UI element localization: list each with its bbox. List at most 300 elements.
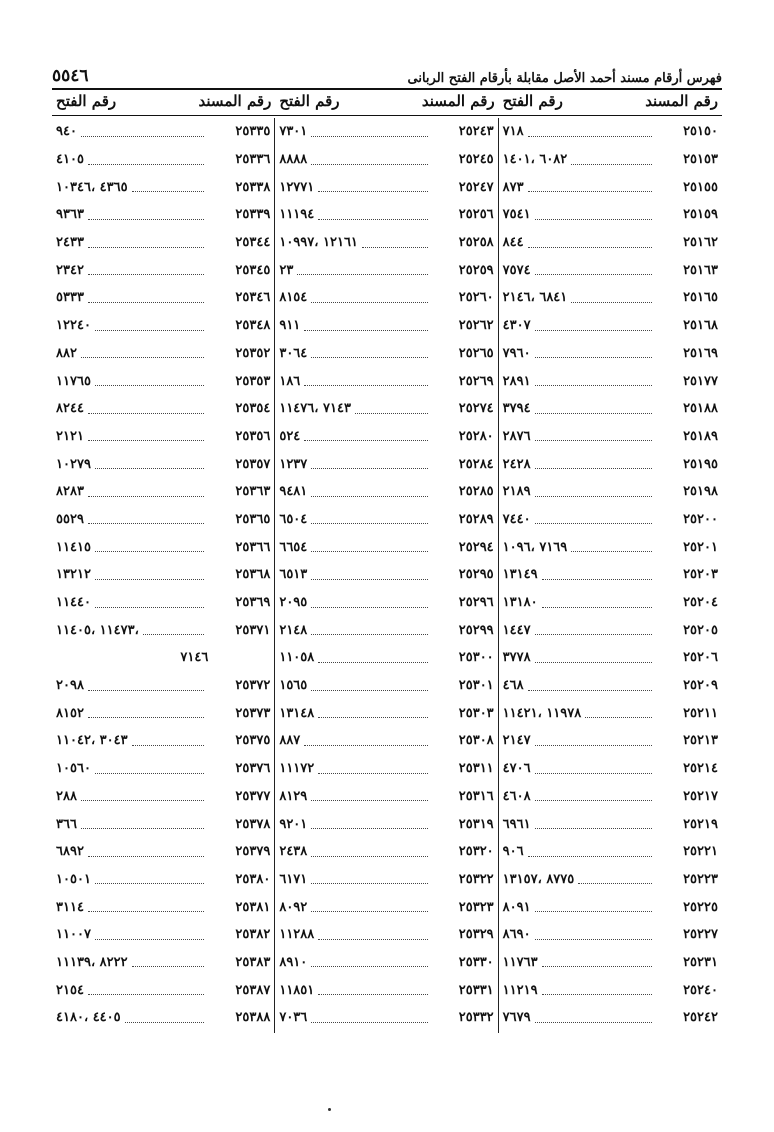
- fath-number: ١١٠٥٨: [279, 650, 315, 666]
- index-row: [279, 699, 493, 727]
- index-row: [279, 755, 493, 783]
- fath-number: ٣٠٤٣ ،١١٠٤٢: [56, 733, 128, 749]
- musnad-number: ٢٥٣٨٨: [235, 1010, 271, 1026]
- fath-entry: [56, 290, 208, 305]
- fath-number: ٦١٧١: [279, 871, 308, 887]
- musnad-number: ٢٥٣٣٦: [235, 152, 271, 168]
- fath-entry: [279, 789, 431, 804]
- fath-number: ٣٦٦: [56, 816, 77, 832]
- fath-number: ٦٥٠٤: [279, 511, 308, 527]
- musnad-number: ٢٥٢١١: [683, 705, 718, 721]
- musnad-number: ٢٥٣٦٦: [235, 539, 271, 555]
- fath-number: ٨٢٤٤: [56, 401, 84, 417]
- index-row: [503, 312, 718, 340]
- musnad-number: ٢٥٣٤٤: [235, 235, 271, 251]
- fath-number: ٨٧٣: [502, 179, 524, 195]
- fath-entry: [56, 484, 208, 499]
- musnad-number: ٢٥٢٢١: [683, 844, 718, 860]
- index-row: [279, 810, 493, 838]
- fath-number: ٢٤٣٨: [279, 844, 308, 860]
- fath-number: ١١١٩٤: [279, 207, 315, 223]
- dot-leader: [95, 459, 204, 469]
- fath-entry: [56, 706, 208, 721]
- column-header-pair: [275, 92, 498, 114]
- fath-entry: [56, 124, 208, 139]
- index-row: [503, 173, 718, 201]
- index-row: [56, 256, 270, 284]
- fath-entry: [56, 789, 208, 804]
- fath-entry: [279, 983, 431, 998]
- fath-entry: [279, 429, 431, 444]
- fath-entry: [279, 374, 431, 389]
- index-row: [503, 395, 718, 423]
- dot-leader: [95, 321, 204, 331]
- musnad-number: ٢٥٣٢٣: [458, 899, 494, 915]
- fath-number: ١١٤٤٠: [56, 595, 91, 611]
- musnad-number: ٢٥١٦٨: [683, 318, 718, 334]
- musnad-number: ٢٥٢٨٤: [458, 456, 494, 472]
- fath-number: ٨٨٢: [56, 345, 77, 361]
- musnad-number: ٢٥٢١٣: [683, 733, 718, 749]
- musnad-number: ٢٥٢٤٣: [458, 124, 494, 140]
- fath-entry: [503, 346, 656, 361]
- fath-number: ٤١٠٥: [56, 152, 84, 168]
- dot-leader: [311, 127, 427, 137]
- dot-leader: [88, 487, 204, 497]
- musnad-number: ٢٥٢٦٥: [458, 345, 494, 361]
- fath-number: ٣٧٧٨: [502, 650, 531, 666]
- dot-leader: [311, 459, 427, 469]
- fath-number: ٨٧٧٥ ،١٣١٥٧: [502, 871, 575, 887]
- fath-entry: [503, 512, 656, 527]
- fath-entry: [56, 263, 208, 278]
- fath-number: ٨١٢٩: [279, 788, 308, 804]
- dot-leader: [535, 764, 652, 774]
- musnad-number: ٢٥١٥٩: [683, 207, 718, 223]
- dot-leader: [304, 321, 427, 331]
- dot-leader: [311, 293, 427, 303]
- index-row: [56, 146, 270, 174]
- fath-number: ،١١٤٧٣ ،١١٤٠٥: [56, 622, 139, 638]
- fath-entry: [56, 457, 208, 472]
- dot-leader: [81, 348, 204, 358]
- fath-entry: [503, 650, 656, 665]
- musnad-number: ٢٥٢٨٠: [458, 428, 494, 444]
- dot-leader: [535, 791, 652, 801]
- fath-number: ١٠٥٠١: [56, 871, 91, 887]
- dot-leader: [311, 957, 427, 967]
- musnad-number: ٢٥٢٩٦: [458, 595, 494, 611]
- dot-leader: [88, 238, 204, 248]
- index-row: [503, 727, 718, 755]
- fath-number: ٩٠٦: [502, 844, 524, 860]
- musnad-number: ٢٥٣٦٥: [235, 511, 271, 527]
- fath-number: ٢٤٢٨: [502, 456, 531, 472]
- dot-leader: [143, 625, 205, 635]
- fath-entry: [56, 900, 208, 915]
- musnad-number: ٢٥٢٨٩: [458, 511, 494, 527]
- index-row: [56, 727, 270, 755]
- fath-entry: [503, 457, 656, 472]
- index-row: [279, 367, 493, 395]
- fath-entry: [279, 401, 431, 416]
- dot-leader: [535, 1013, 652, 1023]
- fath-number: ١٢١٦١ ،١٠٩٩٧: [279, 235, 358, 251]
- musnad-number: ٢٥٢٥٨: [458, 235, 494, 251]
- musnad-number: ٢٥٣١٩: [458, 816, 494, 832]
- fath-entry: [56, 429, 208, 444]
- musnad-number: ٢٥٣٧١: [235, 622, 271, 638]
- column-header-fath: رقم الفتح: [56, 92, 117, 110]
- index-row: [56, 395, 270, 423]
- musnad-number: ٢٥٢٤٥: [458, 152, 494, 168]
- musnad-number: ٢٥٢٦٩: [458, 373, 494, 389]
- dot-leader: [542, 957, 652, 967]
- index-row: [56, 616, 270, 644]
- index-row: [503, 672, 718, 700]
- dot-leader: [311, 819, 427, 829]
- fath-entry: [503, 401, 656, 416]
- dot-leader: [535, 376, 652, 386]
- index-row: [56, 644, 270, 672]
- index-row: [503, 340, 718, 368]
- fath-entry: [56, 844, 208, 859]
- index-row: [503, 229, 718, 257]
- fath-entry: [56, 540, 208, 555]
- index-row: [279, 450, 493, 478]
- musnad-number: ٢٥٢١٩: [683, 816, 718, 832]
- musnad-number: ٢٥٢٠٤: [683, 595, 718, 611]
- dot-leader: [88, 847, 204, 857]
- musnad-number: ٢٥٢٩٥: [458, 567, 494, 583]
- dot-leader: [528, 182, 652, 192]
- musnad-number: ٢٥٣٧٥: [235, 733, 271, 749]
- fath-number: ٢١٢١: [56, 428, 84, 444]
- index-row: [279, 256, 493, 284]
- musnad-number: ٢٥٢٦٠: [458, 290, 494, 306]
- fath-number: ٦٦٥٤: [279, 539, 308, 555]
- dot-leader: [132, 957, 205, 967]
- musnad-number: ٢٥٢٠٣: [683, 567, 718, 583]
- index-row: [503, 838, 718, 866]
- musnad-number: ٢٥٢٠٩: [683, 678, 718, 694]
- dot-leader: [81, 791, 204, 801]
- fath-number: ٩٤٠: [56, 124, 77, 140]
- musnad-number: ٢٥١٨٨: [683, 401, 718, 417]
- index-row: [279, 1004, 493, 1032]
- fath-entry: [56, 650, 208, 665]
- page-number: ٥٥٤٦: [52, 66, 89, 86]
- index-row: [56, 672, 270, 700]
- fath-number: ٥٢٤: [279, 428, 301, 444]
- fath-entry: [503, 567, 656, 582]
- fath-entry: [279, 180, 431, 195]
- column-header-rule: [52, 115, 722, 116]
- musnad-number: ٢٥٣٢٩: [458, 927, 494, 943]
- dot-leader: [318, 930, 427, 940]
- fath-entry: [503, 927, 656, 942]
- index-row: [279, 589, 493, 617]
- index-column: [275, 118, 498, 1033]
- index-row: [503, 699, 718, 727]
- fath-entry: [56, 180, 208, 195]
- fath-number: ٧٠٣٦: [279, 1010, 308, 1026]
- index-row: [279, 229, 493, 257]
- fath-number: ٦٨٤١ ،٢١٤٦: [502, 290, 568, 306]
- fath-number: ٥٣٣٣: [56, 290, 84, 306]
- column-header-fath: رقم الفتح: [502, 92, 563, 110]
- musnad-number: ٢٥٣٨٢: [235, 927, 271, 943]
- column-header-pair: [499, 92, 722, 114]
- dot-leader: [535, 514, 652, 524]
- fath-number: ١٢٧٧١: [279, 179, 315, 195]
- index-row: [503, 976, 718, 1004]
- dot-leader: [542, 598, 652, 608]
- index-row: [503, 644, 718, 672]
- musnad-number: ٢٥٣٧٨: [235, 816, 271, 832]
- musnad-number: ٢٥٣٥٣: [235, 373, 271, 389]
- index-row: [56, 1004, 270, 1032]
- index-row: [56, 893, 270, 921]
- fath-entry: [503, 733, 656, 748]
- dot-leader: [95, 542, 204, 552]
- dot-leader: [535, 487, 652, 497]
- fath-entry: [279, 844, 431, 859]
- musnad-number: ٢٥٣٣٢: [458, 1010, 494, 1026]
- dot-leader: [542, 985, 652, 995]
- index-row: [503, 893, 718, 921]
- dot-leader: [571, 542, 652, 552]
- fath-entry: [56, 678, 208, 693]
- musnad-number: ٢٥٣١٦: [458, 788, 494, 804]
- column-headers: [52, 92, 722, 114]
- musnad-number: ٢٥٣٣٨: [235, 179, 271, 195]
- fath-entry: [56, 318, 208, 333]
- musnad-number: ٢٥٣٦٩: [235, 595, 271, 611]
- fath-number: ٨٠٩٢: [279, 899, 308, 915]
- index-row: [56, 589, 270, 617]
- fath-number: ٤٦٨: [502, 678, 524, 694]
- fath-number: ٢٣: [279, 262, 294, 278]
- musnad-number: ٢٥١٦٣: [683, 262, 718, 278]
- dot-leader: [355, 404, 428, 414]
- fath-number: ٧٣٠١: [279, 124, 308, 140]
- index-row: [56, 949, 270, 977]
- index-row: [503, 284, 718, 312]
- column-header-musnad: رقم المسند: [421, 92, 495, 110]
- fath-entry: [279, 1010, 431, 1025]
- fath-entry: [279, 623, 431, 638]
- fath-number: ١٠٥٦٠: [56, 761, 91, 777]
- index-table: [52, 118, 722, 1033]
- fath-number: ٢٨٧٦: [502, 428, 531, 444]
- fath-entry: [279, 484, 431, 499]
- musnad-number: ٢٥٢٠٠: [683, 511, 718, 527]
- dot-leader: [311, 155, 427, 165]
- fath-entry: [56, 623, 208, 638]
- fath-entry: [56, 567, 208, 582]
- musnad-number: ٢٥٢٤٢: [683, 1010, 718, 1026]
- fath-entry: [503, 872, 656, 887]
- fath-number: ٧١٤٦: [180, 650, 209, 666]
- index-row: [56, 173, 270, 201]
- column-header-pair: [52, 92, 275, 114]
- dot-leader: [88, 681, 204, 691]
- fath-number: ٦٨٩٢: [56, 844, 84, 860]
- fath-entry: [279, 650, 431, 665]
- fath-number: ١٢٢٤٠: [56, 318, 91, 334]
- dot-leader: [311, 791, 427, 801]
- fath-number: ٢١٥٤: [56, 982, 84, 998]
- dot-leader: [132, 736, 205, 746]
- fath-number: ٩٤٨١: [279, 484, 308, 500]
- fath-number: ١٠٢٧٩: [56, 456, 91, 472]
- index-row: [56, 506, 270, 534]
- index-row: [279, 284, 493, 312]
- dot-leader: [95, 874, 204, 884]
- index-row: [56, 755, 270, 783]
- fath-number: ١١٤١٥: [56, 539, 91, 555]
- index-row: [279, 838, 493, 866]
- dot-leader: [535, 210, 652, 220]
- musnad-number: ٢٥١٩٥: [683, 456, 718, 472]
- musnad-number: ٢٥٣٧٩: [235, 844, 271, 860]
- fath-number: ١٥٦٥: [279, 678, 308, 694]
- fath-number: ٨٩١٠: [279, 954, 308, 970]
- index-row: [56, 921, 270, 949]
- fath-entry: [279, 263, 431, 278]
- index-row: [279, 533, 493, 561]
- dot-leader: [88, 155, 204, 165]
- musnad-number: ٢٥٣٣١: [458, 982, 494, 998]
- musnad-number: ٢٥١٥٥: [683, 179, 718, 195]
- index-row: [279, 118, 493, 146]
- fath-entry: [503, 623, 656, 638]
- fath-number: ٧١٨: [502, 124, 524, 140]
- fath-entry: [503, 1010, 656, 1025]
- fath-number: ٤٤٠٥ ،٤١٨٠: [56, 1010, 121, 1026]
- fath-number: ٤٧٠٦: [502, 761, 531, 777]
- fath-entry: [503, 124, 656, 139]
- dot-leader: [304, 736, 427, 746]
- index-row: [279, 312, 493, 340]
- dot-leader: [535, 404, 652, 414]
- index-row: [56, 810, 270, 838]
- fath-entry: [56, 733, 208, 748]
- fath-number: ١١٧٦٣: [502, 954, 538, 970]
- dot-leader: [88, 902, 204, 912]
- dot-leader: [535, 321, 652, 331]
- fath-entry: [503, 429, 656, 444]
- dot-leader: [318, 764, 427, 774]
- fath-entry: [503, 844, 656, 859]
- fath-entry: [503, 789, 656, 804]
- musnad-number: ٢٥٣٧٢: [235, 678, 271, 694]
- musnad-number: ٢٥٣٠١: [458, 678, 494, 694]
- index-row: [503, 949, 718, 977]
- fath-number: ١٣١٨٠: [502, 595, 538, 611]
- index-row: [503, 423, 718, 451]
- musnad-number: ٢٥١٥٠: [683, 124, 718, 140]
- fath-entry: [503, 484, 656, 499]
- musnad-number: ٢٥٢٠٦: [683, 650, 718, 666]
- fath-number: ٧٤٤٠: [502, 511, 531, 527]
- index-row: [56, 976, 270, 1004]
- fath-number: ٢٨٨: [56, 788, 77, 804]
- index-row: [279, 921, 493, 949]
- dot-leader: [311, 902, 427, 912]
- fath-entry: [279, 235, 431, 250]
- fath-entry: [56, 927, 208, 942]
- fath-number: ٢٣٤٢: [56, 262, 84, 278]
- header-rule: [52, 88, 722, 90]
- dot-leader: [318, 708, 427, 718]
- fath-entry: [279, 207, 431, 222]
- fath-number: ١٨٦: [279, 373, 301, 389]
- index-row: [56, 783, 270, 811]
- index-row: [503, 367, 718, 395]
- musnad-number: ٢٥١٧٧: [683, 373, 718, 389]
- dot-leader: [88, 985, 204, 995]
- fath-number: ١١٠٠٧: [56, 927, 91, 943]
- column-header-musnad: رقم المسند: [198, 92, 272, 110]
- fath-entry: [503, 983, 656, 998]
- dot-leader: [318, 985, 427, 995]
- index-row: [279, 506, 493, 534]
- fath-entry: [503, 761, 656, 776]
- dot-leader: [362, 238, 428, 248]
- fath-entry: [503, 318, 656, 333]
- fath-number: ٣١١٤: [56, 899, 84, 915]
- fath-number: ٦٠٨٢ ،١٤٠١: [502, 152, 568, 168]
- dot-leader: [318, 653, 427, 663]
- dot-leader: [311, 348, 427, 358]
- fath-number: ٣٠٦٤: [279, 345, 308, 361]
- dot-leader: [578, 874, 652, 884]
- index-row: [503, 561, 718, 589]
- fath-entry: [503, 263, 656, 278]
- fath-entry: [56, 983, 208, 998]
- musnad-number: ٢٥٢٢٥: [683, 899, 718, 915]
- fath-entry: [503, 706, 656, 721]
- fath-number: ٣٧٩٤: [502, 401, 531, 417]
- dot-leader: [542, 570, 652, 580]
- fath-number: ٧٥٤١: [502, 207, 531, 223]
- musnad-number: ٢٥٣٨٣: [235, 954, 271, 970]
- fath-entry: [279, 512, 431, 527]
- fath-entry: [279, 678, 431, 693]
- fath-number: ١١٧٦٥: [56, 373, 91, 389]
- fath-number: ٨٤٤: [502, 235, 524, 251]
- index-row: [503, 533, 718, 561]
- index-row: [503, 256, 718, 284]
- dot-leader: [535, 431, 652, 441]
- fath-entry: [503, 817, 656, 832]
- index-row: [279, 395, 493, 423]
- musnad-number: ٢٥١٦٥: [683, 290, 718, 306]
- dot-leader: [125, 1013, 205, 1023]
- dot-leader: [528, 127, 652, 137]
- fath-entry: [279, 124, 431, 139]
- fath-number: ٢٨٩١: [502, 373, 531, 389]
- dot-leader: [297, 265, 427, 275]
- fath-number: ٢١٤٧: [502, 733, 531, 749]
- index-row: [503, 506, 718, 534]
- fath-entry: [279, 152, 431, 167]
- fath-entry: [279, 761, 431, 776]
- musnad-number: ٢٥٣٤٥: [235, 262, 271, 278]
- fath-entry: [503, 678, 656, 693]
